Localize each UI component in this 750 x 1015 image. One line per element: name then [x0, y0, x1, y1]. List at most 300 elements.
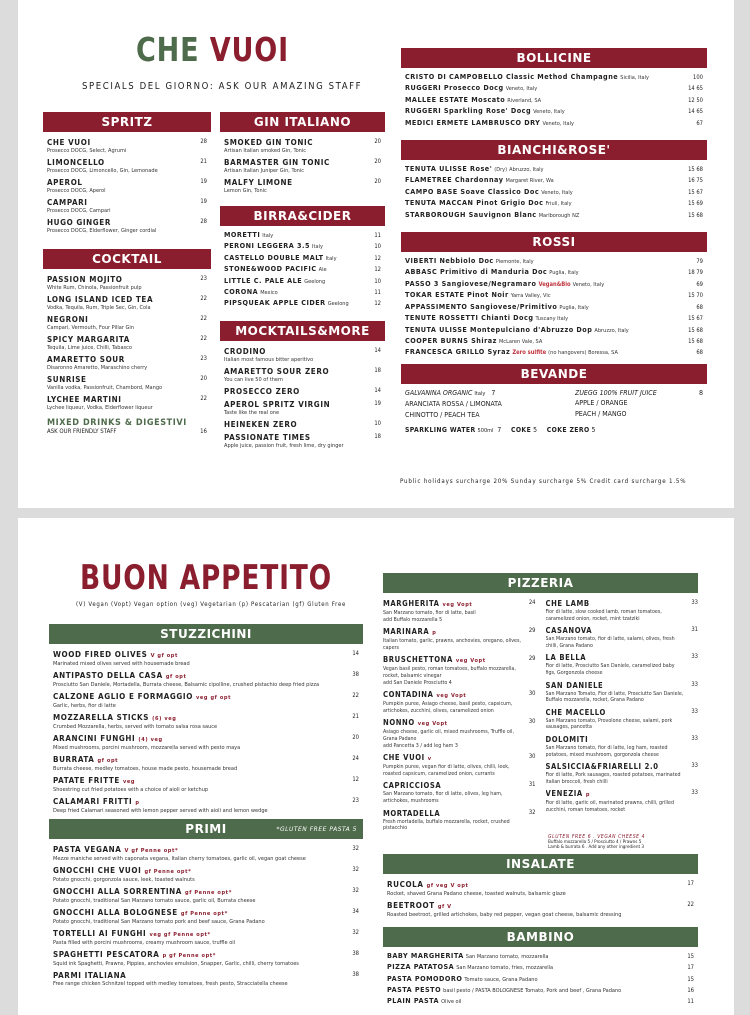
item-name	[47, 218, 193, 228]
item-title: PATATE FRITTE	[53, 776, 120, 785]
list-item	[546, 762, 699, 785]
item-price: 21	[200, 159, 207, 165]
item-title: MORTADELLA	[383, 808, 441, 818]
item-price: 20	[374, 179, 381, 185]
item-price: 38	[352, 951, 359, 957]
coke-label: COKE	[510, 426, 532, 435]
item-text	[224, 387, 367, 397]
row-text	[405, 256, 534, 267]
item-title: PROSECCO ZERO	[224, 386, 300, 396]
row-name: PASTA POMODORO	[387, 973, 463, 983]
row-name: CRISTO DI CAMPOBELLO Classic Method Champagne	[405, 72, 619, 81]
item-title: HEINEKEN ZERO	[224, 419, 298, 429]
item-price: 20	[374, 159, 381, 165]
bevande-left	[405, 388, 502, 421]
section-header-cocktail: COCKTAIL	[43, 249, 211, 269]
item-price: 33	[691, 763, 698, 770]
row-origin: Piemonte, Italy	[495, 259, 534, 266]
item-text	[53, 866, 345, 884]
item-price: 22	[352, 693, 359, 699]
list-item	[47, 275, 207, 292]
row-text	[224, 241, 323, 252]
item-text	[383, 781, 522, 804]
row-name: VIBERTI Nebbiolo Doc	[405, 256, 494, 266]
item-title: AMARETTO SOUR ZERO	[224, 366, 330, 376]
item-diet-tag: gf Penne opt*	[180, 911, 228, 917]
item-title: RUCOLA	[387, 879, 424, 889]
item-desc: Italian most famous bitter aperitivo	[224, 356, 314, 363]
list-item	[383, 627, 536, 651]
item-desc: Pumpkin puree, Asiago cheese, basil pesto, capsicum, artichokes, zucchini, olives, caramelized onion	[383, 701, 513, 714]
item-price: 23	[200, 276, 207, 282]
row-name: PASSO 3 Sangiovese/Negramaro	[405, 278, 537, 288]
row-name: RUGGERI Prosecco Docg	[405, 83, 504, 93]
item-price: 31	[691, 627, 698, 634]
list-item	[546, 681, 699, 704]
row-text	[224, 253, 337, 264]
list-item	[387, 951, 694, 962]
item-price: 22	[200, 296, 207, 302]
row-text	[405, 95, 541, 106]
item-price: 14	[352, 651, 359, 657]
item-desc: White Rum, Chinola, Passionfruit pulp	[47, 285, 142, 291]
bevande-zuegg	[575, 388, 703, 399]
bevande-list	[401, 384, 707, 421]
row-origin: Veneto, Italy	[533, 109, 565, 116]
item-price: 18	[374, 433, 381, 440]
row-name: MORETTI	[224, 230, 261, 239]
item-price: 30	[528, 754, 536, 761]
list-item	[224, 420, 381, 430]
item-price: 33	[691, 654, 698, 661]
item-price: 38	[352, 672, 359, 678]
list-item	[224, 433, 381, 450]
item-diet-tag: veg Vopt	[442, 602, 473, 608]
item-name	[47, 158, 193, 168]
item-name	[53, 887, 345, 898]
row-text	[405, 267, 579, 278]
list-item	[405, 313, 703, 324]
item-desc: Roasted beetroot, grilled artichokes, baby red pepper, vegan goat cheese, balsamic dressing	[387, 911, 622, 918]
list-item	[405, 256, 703, 267]
row-name: TENUTA ULISSE Montepulciano d'Abruzzo Dop	[405, 324, 593, 334]
item-desc: Potato gnocchi, traditional San Marzano tomato pork and beef sauce, Grana Padano	[53, 919, 265, 925]
list-item	[383, 753, 536, 777]
item-title: CALAMARI FRITTI	[53, 797, 133, 806]
item-name	[546, 708, 685, 718]
primi-title: PRIMI	[185, 822, 227, 836]
menu-page-food	[18, 518, 734, 1015]
item-desc: Artisan Italian smoked Gin, Tonic	[224, 148, 307, 154]
list-item	[47, 198, 207, 215]
item-title: LYCHEE MARTINI	[47, 395, 122, 404]
item-title: AMARETTO SOUR	[47, 355, 125, 364]
item-diet-tag: p	[135, 800, 140, 806]
row-desc: San Marzano tomato, mozzarella	[465, 953, 549, 960]
item-text	[546, 653, 685, 676]
item-title: MARGHERITA	[383, 599, 440, 608]
item-price: 22	[687, 901, 694, 908]
item-desc: Prosecco DOCG, Elderflower, Ginger cordial	[47, 228, 157, 234]
item-name	[224, 400, 367, 410]
list-item	[53, 797, 359, 815]
item-price: 22	[200, 336, 207, 342]
item-text	[53, 650, 345, 668]
item-desc: Fior di latte, Pork sausages, roasted potatoes, marinated italian broccoli, fresh chilli	[545, 772, 681, 785]
list-item	[224, 387, 381, 397]
item-title: BARMASTER GIN TONIC	[224, 158, 330, 167]
item-title: NEGRONI	[47, 315, 89, 324]
row-text	[405, 164, 544, 175]
item-title: TORTELLI AI FUNGHI	[53, 929, 147, 938]
item-title: SMOKED GIN TONIC	[224, 138, 314, 147]
item-name	[53, 692, 345, 703]
list-item	[224, 178, 381, 195]
row-price: 18 79	[688, 270, 703, 277]
item-name	[47, 198, 193, 208]
row-desc: Tomato sauce, Grana Padano	[464, 976, 538, 983]
column-gin-birra-mocktails	[220, 112, 385, 453]
list-item	[546, 599, 699, 622]
list-item	[47, 375, 207, 392]
row-text	[405, 302, 589, 313]
item-name	[53, 734, 345, 745]
item-title: CASANOVA	[545, 626, 593, 636]
mixed-drinks-title: MIXED DRINKS & DIGESTIVI	[47, 418, 187, 428]
item-price: 23	[200, 356, 207, 362]
item-diet-tag: veg	[123, 779, 136, 785]
row-price: 11	[687, 999, 694, 1006]
list-item	[53, 887, 359, 905]
row-price: 12 50	[688, 97, 703, 104]
row-origin: Italy	[262, 233, 274, 239]
list-item	[53, 671, 359, 689]
row-highlight: Vegan&Bio	[538, 281, 571, 288]
list-item	[224, 276, 381, 287]
primi-list	[49, 839, 363, 988]
item-name	[53, 845, 345, 856]
pizzeria-extras	[383, 834, 698, 850]
item-text	[224, 347, 367, 364]
list-item	[383, 809, 536, 832]
row-origin: Margaret River, Wa	[505, 178, 554, 185]
item-text	[47, 355, 193, 372]
list-item	[405, 175, 703, 186]
item-title: ARANCINI FUNGHI	[53, 734, 136, 743]
item-price: 31	[528, 782, 536, 789]
list-item	[405, 347, 703, 358]
item-name	[47, 315, 193, 325]
item-text	[224, 138, 367, 155]
item-title: LIMONCELLO	[47, 158, 105, 167]
stuzzichini-list	[49, 644, 363, 815]
item-name	[546, 762, 685, 772]
row-price: 15 70	[688, 293, 703, 300]
row-text	[224, 276, 325, 287]
row-origin: Mexico	[260, 290, 278, 297]
row-name: CAMPO BASE Soave Classico Doc	[405, 186, 540, 196]
item-name	[53, 755, 345, 766]
item-text	[383, 809, 522, 832]
pizzeria-gf-note: GLUTEN FREE 6 . VEGAN CHEESE 4	[548, 833, 646, 840]
item-desc: Vegan basil pesto, roman tomatoes, buffalo mozzarella, rocket, balsamic vinegar	[383, 666, 516, 679]
list-item	[405, 95, 703, 106]
item-name	[53, 971, 345, 981]
row-name: CORONA	[224, 287, 259, 297]
item-price: 30	[528, 719, 536, 726]
item-desc-extra: add Buffalo mozzarella 5	[383, 616, 443, 623]
row-name: PLAIN PASTA	[387, 996, 440, 1006]
row-origin: Geelong	[304, 278, 326, 285]
item-price: 22	[200, 316, 207, 322]
list-item	[53, 776, 359, 794]
row-text	[387, 974, 538, 985]
item-price: 28	[200, 139, 207, 145]
sparkling-label: SPARKLING WATER	[405, 426, 476, 435]
item-desc: Pasta filled with porcini mushrooms, creamy mushroom sauce, truffle oil	[53, 940, 236, 946]
item-title: LONG ISLAND ICED TEA	[47, 295, 154, 304]
item-text	[47, 218, 193, 235]
item-text	[53, 776, 345, 794]
item-name	[546, 626, 685, 636]
item-price: 19	[200, 199, 207, 205]
list-item	[387, 901, 694, 919]
bevande-chinotto: CHINOTTO / PEACH TEA	[405, 410, 480, 419]
item-desc: Tequila, Lime juice, Chilli, Tabasco	[47, 345, 132, 351]
item-price: 19	[200, 179, 207, 185]
row-price: 15 68	[688, 338, 703, 345]
item-diet-tag: v	[427, 756, 432, 763]
item-desc: Prosecco DOCG, Campari	[47, 208, 111, 214]
row-text	[405, 118, 574, 129]
item-title: PASSION MOJITO	[47, 275, 123, 284]
row-origin: Veneto, Italy	[541, 189, 573, 196]
item-name	[47, 138, 193, 148]
item-title: PARMI ITALIANA	[53, 971, 127, 980]
section-header-insalate: INSALATE	[383, 854, 698, 874]
row-origin: Puglia, Italy	[549, 270, 579, 277]
column-starters-pasta	[49, 624, 363, 991]
item-title: CHE VUOI	[47, 138, 91, 147]
bianchi-list	[401, 160, 707, 221]
list-item	[387, 996, 694, 1007]
item-price: 12	[352, 777, 359, 783]
row-desc: basil pesto / PASTA BOLOGNESE Tomato, Pork and beef , Grana Padano	[443, 987, 622, 994]
item-text	[224, 420, 367, 430]
item-name	[546, 789, 685, 800]
item-text	[546, 762, 685, 785]
row-origin: Puglia, Italy	[559, 304, 589, 311]
item-name	[47, 355, 193, 365]
item-name	[546, 653, 685, 663]
row-price: 11	[374, 290, 381, 297]
item-name	[53, 776, 345, 787]
item-text	[53, 755, 345, 773]
bollicine-list	[401, 68, 707, 129]
bevande-aranciata: ARANCIATA ROSSA / LIMONATA	[405, 400, 502, 409]
item-price: 20	[200, 376, 207, 382]
list-item	[53, 845, 359, 863]
list-item	[47, 335, 207, 352]
item-title: HUGO GINGER	[47, 218, 111, 227]
item-title: SAN DANIELE	[545, 680, 604, 690]
mocktail-list	[220, 341, 385, 450]
row-name: RUGGERI Sparkling Rose' Docg	[405, 106, 532, 116]
item-name	[383, 627, 522, 638]
item-name	[53, 950, 345, 961]
dietary-legend: (V) Vegan (Vopt) Vegan option (veg) Vegetarian (p) Pescatarian (gf) Gluten Free	[76, 601, 347, 608]
item-text	[53, 971, 345, 988]
item-diet-tag: gf opt	[97, 758, 119, 764]
item-text	[53, 929, 345, 947]
item-title: GNOCCHI ALLA BOLOGNESE	[53, 908, 178, 917]
row-price: 68	[696, 350, 703, 357]
list-item	[383, 690, 536, 714]
row-price: 15	[687, 953, 694, 960]
row-text	[387, 985, 621, 996]
item-price: 29	[528, 656, 536, 663]
row-price: 15	[687, 976, 694, 983]
item-desc: Prosecco DOCG, Select, Agrumi	[47, 148, 127, 154]
section-header-bianchi: BIANCHI&ROSE'	[401, 140, 707, 160]
item-diet-tag: veg gf opt	[196, 695, 232, 701]
sparkling-price: 7	[497, 426, 502, 435]
row-origin: Riverland, SA	[507, 97, 542, 104]
row-desc: Olive oil	[441, 999, 462, 1006]
page-title	[136, 30, 289, 69]
item-title: DOLOMITI	[545, 734, 589, 744]
list-item	[405, 187, 703, 198]
item-desc: Disaronno Amaretto, Maraschino cherry	[47, 365, 148, 371]
item-title: GNOCCHI ALLA SORRENTINA	[53, 887, 182, 896]
item-title: VENEZIA	[545, 789, 583, 799]
insalate-list	[383, 874, 698, 919]
row-text	[387, 996, 461, 1007]
item-name	[383, 753, 522, 764]
row-origin: Marlborough NZ	[538, 212, 580, 219]
item-diet-tag: (4) veg	[138, 737, 163, 743]
list-item	[405, 267, 703, 278]
coke-zero-label: COKE ZERO	[546, 426, 590, 435]
item-title: APEROL	[47, 178, 83, 187]
item-desc: San Marzano tomato, fior di latte, olives, leg ham, artichokes, mushrooms	[383, 791, 503, 804]
list-item	[546, 626, 699, 649]
item-desc: Mezze maniche served with caponata vegana, Italian cherry tomatoes, garlic oil, vegan goat cheese	[53, 856, 306, 862]
row-text	[405, 175, 554, 186]
birra-list	[220, 226, 385, 310]
title-che: CHE	[136, 30, 210, 69]
row-price: 16	[687, 987, 694, 994]
item-desc: Free range chicken Schnitzel topped with medley tomatoes, fresh pesto, Stracciatella cheese	[53, 981, 288, 987]
row-name: BABY MARGHERITA	[387, 950, 464, 960]
list-item	[405, 164, 703, 175]
row-name: TENUTA MACCAN Pinot Grigio Doc	[405, 198, 544, 208]
row-name: PERONI LEGGERA 3.5	[224, 241, 310, 251]
item-name	[53, 929, 345, 940]
row-name: PIPSQUEAK APPLE CIDER	[224, 298, 326, 308]
item-name	[383, 655, 522, 666]
item-title: SPICY MARGARITA	[47, 335, 130, 344]
list-item	[224, 264, 381, 275]
list-item	[405, 325, 703, 336]
item-name	[383, 809, 522, 819]
column-wines	[401, 48, 707, 434]
row-name: STARBOROUGH Sauvignon Blanc	[405, 209, 537, 219]
specials-subtitle: SPECIALS DEL GIORNO: ASK OUR AMAZING STAFF	[82, 81, 363, 92]
row-price: 12	[374, 267, 381, 274]
item-diet-tag: gf Penne opt*	[185, 890, 232, 896]
section-header-stuzzichini: STUZZICHINI	[49, 624, 363, 644]
item-price: 24	[528, 600, 536, 606]
row-origin: Yarra Valley, Vic	[510, 293, 551, 300]
item-desc: San Marzano Tomato, Fior di latte, Prosciutto San Daniele, Buffalo mozzarella, rocket, Grana Padano	[545, 690, 684, 704]
item-title: MARINARA	[383, 627, 430, 637]
row-price: 15 67	[688, 189, 703, 196]
column-spritz-cocktail	[43, 112, 211, 435]
item-desc: Pumpkin puree, vegan fior di latte, olives, chilli, leek, roasted capsicum, caramelized onion, currants	[383, 764, 510, 777]
item-text	[546, 626, 685, 649]
item-name	[47, 335, 193, 345]
item-name	[546, 735, 685, 745]
item-price: 19	[374, 400, 381, 407]
list-item	[224, 158, 381, 175]
item-name	[224, 178, 367, 188]
sparkling-size: 500ml	[477, 428, 494, 435]
item-diet-tag: V gf opt	[150, 653, 179, 659]
pizzeria-left-column	[383, 599, 536, 836]
list-item	[47, 395, 207, 412]
item-text	[546, 735, 685, 758]
row-origin: Veneto, Italy	[505, 86, 538, 93]
list-item	[224, 367, 381, 384]
bambino-list	[383, 947, 698, 1008]
item-name	[546, 681, 685, 691]
item-name	[224, 420, 367, 430]
item-text	[47, 178, 193, 195]
item-diet-tag: veg gf Penne opt*	[149, 932, 211, 938]
item-price: 30	[528, 691, 536, 698]
row-price: 67	[696, 120, 703, 127]
item-text	[383, 753, 522, 777]
coke-price: 5	[533, 426, 537, 435]
item-text	[53, 734, 345, 752]
item-desc-extra: add Pancetta 3 / add leg ham 3	[383, 742, 458, 749]
list-item	[405, 118, 703, 129]
list-item	[53, 929, 359, 947]
row-price: 100	[693, 75, 703, 81]
item-diet-tag: veg Vopt	[436, 693, 467, 700]
row-price: 10	[374, 244, 381, 251]
row-text	[405, 198, 572, 209]
list-item	[405, 83, 703, 94]
list-item	[47, 355, 207, 372]
item-diet-tag: V gf Penne opt*	[124, 848, 179, 854]
list-item	[224, 347, 381, 364]
row-name: MEDICI ERMETE LAMBRUSCO DRY	[405, 117, 541, 127]
item-price: 29	[528, 628, 536, 635]
item-text	[53, 797, 345, 815]
item-text	[546, 681, 685, 704]
row-text	[224, 230, 273, 241]
row-name: TENUTA ULISSE Rose'	[405, 164, 493, 174]
item-desc: Fior di latte, Prosciutto San Daniele, caramelized baby figs, Gorgonzola cheese	[545, 663, 675, 676]
section-header-pizzeria: PIZZERIA	[383, 573, 698, 593]
item-title: SPAGHETTI PESCATORA	[53, 950, 160, 959]
item-text	[224, 158, 367, 175]
row-text	[405, 290, 551, 301]
row-origin: Abruzzo, Italy	[509, 167, 544, 174]
item-text	[53, 950, 345, 968]
